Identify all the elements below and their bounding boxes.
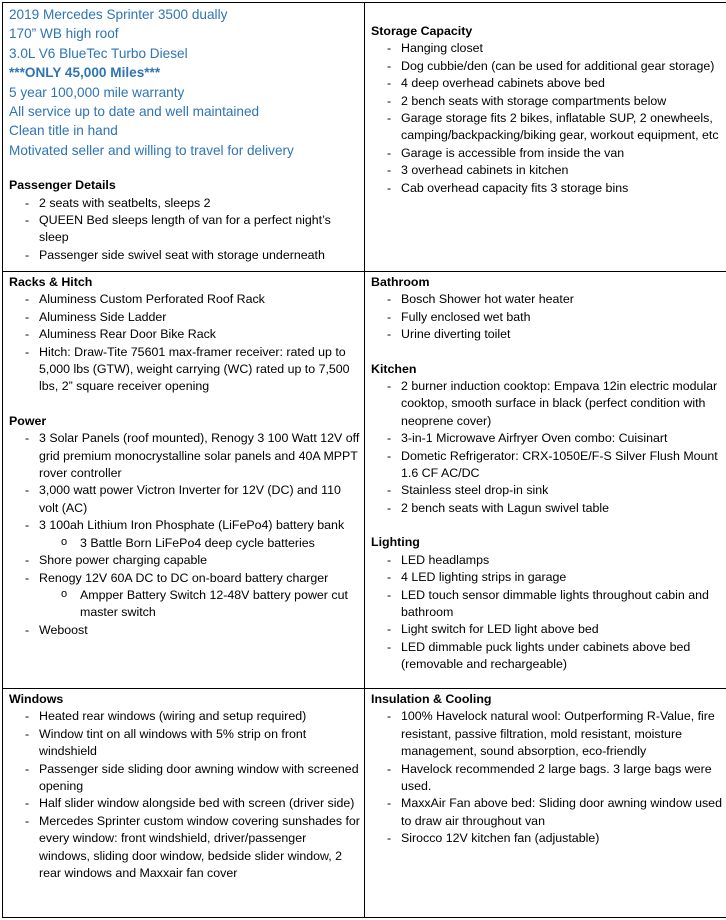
racks-list <box>9 291 360 395</box>
bathroom-heading: Bathroom <box>371 275 430 289</box>
kitchen-heading: Kitchen <box>371 361 417 376</box>
list-item: - 2 burner induction cooktop: Empava 12in electric modular cooktop, smooth surface in black (perfect condition with neoprene cover) <box>371 378 722 430</box>
spec-sheet <box>2 2 724 916</box>
vehicle-service: All service up to date and well maintained <box>9 104 260 120</box>
list-item: - Half slider window alongside bed with screen (driver side) <box>9 795 360 812</box>
list-item: - Hanging closet <box>371 40 722 57</box>
list-item: - Aluminess Side Ladder <box>9 309 360 326</box>
vehicle-warranty: 5 year 100,000 mile warranty <box>9 84 185 100</box>
list-item: - LED touch sensor dimmable lights throughout cabin and bathroom <box>371 587 722 622</box>
list-item: - Garage storage fits 2 bikes, inflatable SUP, 2 onewheels, camping/backpacking/biking gear, workout equipment, etc <box>371 110 722 145</box>
list-item: - LED headlamps <box>371 552 722 569</box>
vehicle-model: 2019 Mercedes Sprinter 3500 dually <box>9 7 228 22</box>
cell-storage <box>365 3 726 272</box>
list-item: - 3 100ah Lithium Iron Phosphate (LiFePo4) battery bank <box>9 517 360 534</box>
vehicle-wheelbase: 170” WB high roof <box>9 26 119 42</box>
list-item: - 2 seats with seatbelts, sleeps 2 <box>9 195 360 212</box>
list-item: - 2 bench seats with Lagun swivel table <box>371 500 722 517</box>
list-item: - 4 deep overhead cabinets above bed <box>371 75 722 92</box>
list-item: - Bosch Shower hot water heater <box>371 291 722 308</box>
list-item: - Weboost <box>9 622 360 639</box>
list-item: - Dometic Refrigerator: CRX-1050E/F-S Silver Flush Mount 1.6 CF AC/DC <box>371 448 722 483</box>
power-sublist-batteries <box>9 535 360 552</box>
list-item: - 3,000 watt power Victron Inverter for 12V (DC) and 110 volt (AC) <box>9 482 360 517</box>
list-item: - Light switch for LED light above bed <box>371 621 722 638</box>
list-item: - Aluminess Custom Perforated Roof Rack <box>9 291 360 308</box>
cell-insulation <box>365 689 726 918</box>
kitchen-list <box>371 378 722 517</box>
cell-bath-kitchen-lighting <box>365 272 726 689</box>
cell-vehicle-passenger <box>3 3 365 272</box>
passenger-heading: Passenger Details <box>9 178 116 193</box>
list-item: - Havelock recommended 2 large bags. 3 large bags were used. <box>371 761 722 796</box>
list-item: - Renogy 12V 60A DC to DC on-board battery charger <box>9 570 360 587</box>
list-item: o 3 Battle Born LiFePo4 deep cycle batteries <box>9 535 360 552</box>
vehicle-title: Clean title in hand <box>9 123 118 139</box>
list-item: - Fully enclosed wet bath <box>371 309 722 326</box>
storage-list <box>371 40 722 197</box>
list-item: - LED dimmable puck lights under cabinets above bed (removable and rechargeable) <box>371 639 722 674</box>
list-item: - Heated rear windows (wiring and setup required) <box>9 708 360 725</box>
list-item: - QUEEN Bed sleeps length of van for a perfect night’s sleep <box>9 212 360 247</box>
list-item: o Ampper Battery Switch 12-48V battery power cut master switch <box>9 587 360 622</box>
insulation-heading: Insulation & Cooling <box>371 692 492 706</box>
lighting-heading: Lighting <box>371 535 420 550</box>
list-item: - Passenger side sliding door awning window with screened opening <box>9 761 360 796</box>
list-item: - Dog cubbie/den (can be used for additional gear storage) <box>371 58 722 75</box>
list-item: - Stainless steel drop-in sink <box>371 482 722 499</box>
passenger-list <box>9 195 360 265</box>
storage-heading: Storage Capacity <box>371 24 473 38</box>
list-item: - Mercedes Sprinter custom window covering sunshades for every window: front windshield, driver/passenger windows, sliding door window, bedside slider window, 2 rear windows and Maxxair fan cover <box>9 813 360 883</box>
cell-racks-power <box>3 272 365 689</box>
list-item: - Aluminess Rear Door Bike Rack <box>9 326 360 343</box>
list-item: - MaxxAir Fan above bed: Sliding door awning window used to draw air throughout van <box>371 795 722 830</box>
racks-heading: Racks & Hitch <box>9 275 93 289</box>
list-item: - 2 bench seats with storage compartments below <box>371 93 722 110</box>
power-heading: Power <box>9 413 47 428</box>
list-item: - 4 LED lighting strips in garage <box>371 569 722 586</box>
list-item: - Window tint on all windows with 5% strip on front windshield <box>9 726 360 761</box>
windows-heading: Windows <box>9 692 64 706</box>
vehicle-miles: ***ONLY 45,000 Miles*** <box>9 65 161 81</box>
vehicle-engine: 3.0L V6 BlueTec Turbo Diesel <box>9 45 188 61</box>
power-list <box>9 430 360 534</box>
vehicle-seller: Motivated seller and willing to travel for delivery <box>9 142 294 158</box>
power-list-3 <box>9 622 360 639</box>
bathroom-list <box>371 291 722 343</box>
list-item: - Hitch: Draw-Tite 75601 max-framer receiver: rated up to 5,000 lbs (GTW), weight carrying (WC) rated up to 7,500 lbs, 2” square receiver opening <box>9 344 360 396</box>
list-item: - 100% Havelock natural wool: Outperforming R-Value, fire resistant, passive filtration, mold resistant, moisture management, sound absorption, eco-friendly <box>371 708 722 760</box>
insulation-list <box>371 708 722 847</box>
vehicle-summary <box>9 5 360 160</box>
list-item: - Urine diverting toilet <box>371 326 722 343</box>
spec-table <box>2 2 726 918</box>
list-item: - 3-in-1 Microwave Airfryer Oven combo: Cuisinart <box>371 430 722 447</box>
power-sublist-switch <box>9 587 360 622</box>
list-item: - Shore power charging capable <box>9 552 360 569</box>
lighting-list <box>371 552 722 674</box>
power-list-2 <box>9 552 360 587</box>
list-item: - Garage is accessible from inside the van <box>371 145 722 162</box>
list-item: - Sirocco 12V kitchen fan (adjustable) <box>371 830 722 847</box>
windows-list <box>9 708 360 882</box>
list-item: - Passenger side swivel seat with storage underneath <box>9 247 360 264</box>
list-item: - Cab overhead capacity fits 3 storage bins <box>371 180 722 197</box>
cell-windows <box>3 689 365 918</box>
list-item: - 3 overhead cabinets in kitchen <box>371 162 722 179</box>
list-item: - 3 Solar Panels (roof mounted), Renogy 3 100 Watt 12V off grid premium monocrystalline solar panels and 40A MPPT rover controller <box>9 430 360 482</box>
